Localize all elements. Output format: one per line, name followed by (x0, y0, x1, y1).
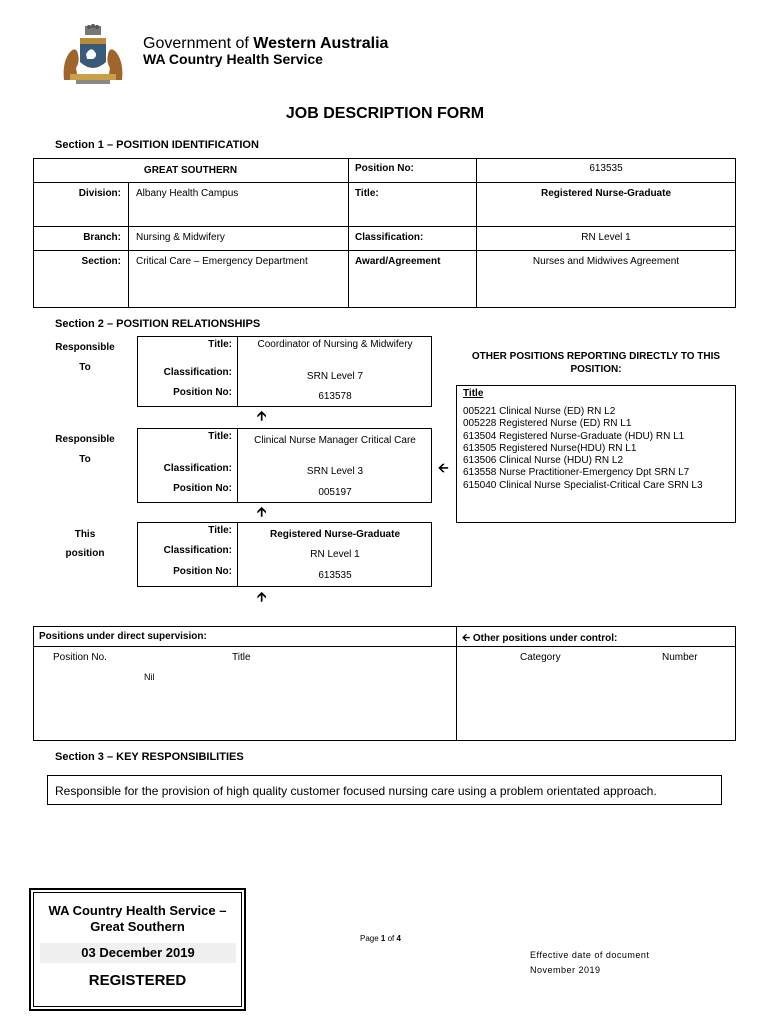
stamp-line2: Great Southern (90, 919, 185, 934)
nil-value: Nil (144, 672, 155, 682)
section-label: Section: (81, 256, 121, 267)
box3-side-a: This (74, 529, 96, 540)
box3-title-label: Title: (208, 525, 232, 536)
box1-side-a: Responsible (55, 342, 115, 353)
list-item: 613505 Registered Nurse(HDU) RN L1 (463, 442, 637, 454)
box2-class: SRN Level 3 (306, 466, 364, 477)
title-label: Title: (355, 188, 379, 199)
branch-value: Nursing & Midwifery (136, 232, 225, 243)
gov-name: Western Australia (253, 35, 389, 52)
service-name: WA Country Health Service (143, 51, 323, 67)
box2-class-label: Classification: (163, 463, 232, 474)
box1-pos-label: Position No: (173, 387, 232, 398)
col-category: Category (520, 652, 561, 663)
box1-pos: 613578 (318, 391, 352, 402)
gov-prefix: Government of (143, 35, 254, 52)
division-value: Albany Health Campus (136, 188, 239, 199)
box2-side-a: Responsible (55, 434, 115, 445)
other-title-label: Title (463, 388, 484, 399)
region-label: GREAT SOUTHERN (143, 165, 238, 176)
other-control-heading (462, 631, 617, 648)
box2-pos-label: Position No: (173, 483, 232, 494)
box3-pos-label: Position No: (173, 566, 232, 577)
section2-heading: Section 2 – POSITION RELATIONSHIPS (55, 318, 261, 330)
branch-label: Branch: (83, 232, 121, 243)
box3-side-b: position (65, 548, 105, 559)
list-item: 615040 Clinical Nurse Specialist-Critical Care SRN L3 (463, 479, 703, 491)
key-responsibilities-text: Responsible for the provision of high quality customer focused nursing care using a problem orientated approach. (55, 784, 657, 798)
title-value: Registered Nurse-Graduate (540, 188, 672, 199)
classification-label: Classification: (355, 232, 424, 243)
box3-class-label: Classification: (163, 545, 232, 556)
section1-heading: Section 1 – POSITION IDENTIFICATION (55, 139, 259, 151)
list-item: 613504 Registered Nurse-Graduate (HDU) RN L1 (463, 430, 685, 442)
stamp-service (29, 903, 246, 935)
supervision-table (33, 626, 736, 741)
box2-side-b: To (79, 454, 91, 465)
left-arrow-icon: 🡨 (462, 633, 471, 644)
up-arrow-icon: 🡩 (257, 589, 267, 604)
left-arrow-icon: 🡨 (438, 460, 449, 475)
box3-class: RN Level 1 (310, 549, 360, 560)
section3-heading: Section 3 – KEY RESPONSIBILITIES (55, 751, 244, 763)
stamp-status: REGISTERED (88, 972, 187, 989)
other-control-label: Other positions under control: (472, 633, 618, 644)
wa-crest-logo (56, 24, 130, 86)
box2-pos: 005197 (318, 487, 352, 498)
box1-title-label: Title: (208, 339, 232, 350)
box3-title: Registered Nurse-Graduate (269, 529, 401, 540)
classification-value: RN Level 1 (581, 232, 631, 243)
other-positions-heading: OTHER POSITIONS REPORTING DIRECTLY TO THIS POSITION: (471, 351, 721, 375)
list-item: 613506 Clinical Nurse (HDU) RN L2 (463, 455, 624, 467)
col-title: Title (232, 652, 251, 663)
box3-pos: 613535 (318, 570, 352, 581)
position-no-value: 613535 (589, 163, 623, 174)
box1-class-label: Classification: (163, 367, 232, 378)
page-number: Page 1 of 4 (360, 934, 401, 943)
effective-date-value: November 2019 (530, 965, 601, 975)
list-item: 005228 Registered Nurse (ED) RN L1 (463, 418, 632, 430)
up-arrow-icon: 🡩 (257, 408, 267, 423)
box1-class: SRN Level 7 (306, 371, 364, 382)
col-position-no: Position No. (53, 652, 107, 663)
stamp-date: 03 December 2019 (40, 943, 236, 963)
award-label: Award/Agreement (355, 256, 441, 267)
list-item: 613558 Nurse Practitioner-Emergency Dpt SRN L7 (463, 467, 690, 479)
other-positions-list (463, 406, 703, 492)
position-no-label: Position No: (355, 163, 414, 174)
box2-title: Clinical Nurse Manager Critical Care (254, 435, 416, 446)
box2-title-label: Title: (208, 431, 232, 442)
box1-title: Coordinator of Nursing & Midwifery (257, 339, 413, 350)
supervision-heading: Positions under direct supervision: (39, 631, 207, 642)
effective-date-label: Effective date of document (530, 950, 650, 960)
stamp-line1: WA Country Health Service – (48, 903, 227, 918)
col-number: Number (662, 652, 698, 663)
list-item: 005221 Clinical Nurse (ED) RN L2 (463, 406, 616, 417)
box1-side-b: To (79, 362, 91, 373)
award-value: Nurses and Midwives Agreement (532, 256, 680, 267)
up-arrow-icon: 🡩 (257, 504, 267, 519)
division-label: Division: (78, 188, 121, 199)
section-value: Critical Care – Emergency Department (136, 256, 308, 267)
document-title: JOB DESCRIPTION FORM (285, 105, 485, 122)
